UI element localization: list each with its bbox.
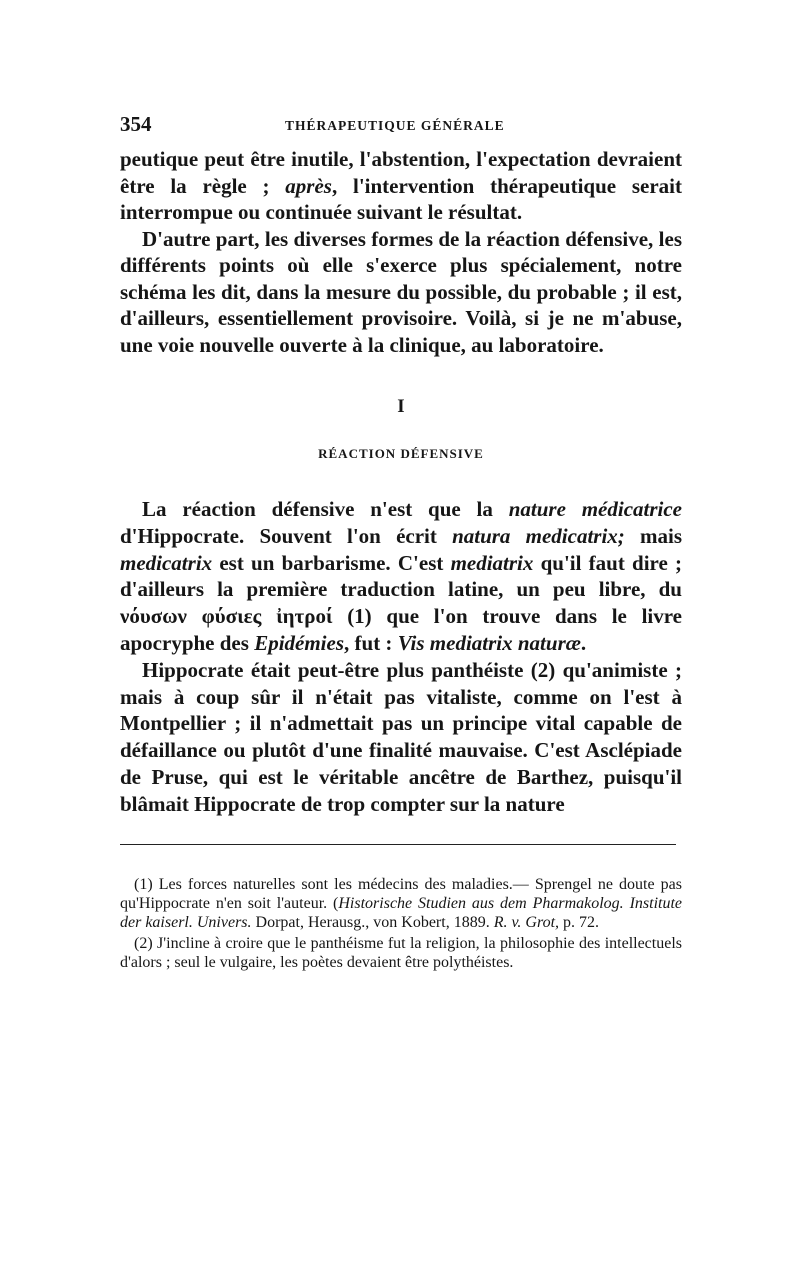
paragraph-1: peutique peut être inutile, l'abstention, l'expectation devraient être la règle ; après, l'intervention thérapeutique serait interrompue ou continuée suivant le résultat. (120, 147, 683, 224)
footnotes (120, 875, 682, 972)
footnote-1: (1) Les forces naturelles sont les médecins des maladies.— Sprengel ne doute pas qu'Hippocrate n'en soit l'auteur. (Historische Studien aus dem Pharmakolog. Institute der kaiserl. Univers. Dorpat, Herausg., von Kobert, 1889. R. v. Grot, p. 72. (120, 875, 683, 931)
section-title: RÉACTION DÉFENSIVE (318, 446, 484, 461)
paragraph-2: D'autre part, les diverses formes de la réaction défensive, les différents points où elle s'exerce plus spécialement, notre schéma les dit, dans la mesure du possible, du probable ; il est, d'ailleurs, essentiellement provisoire. Voilà, si je ne m'abuse, une voie nouvelle ouverte à la clinique, au laboratoire. (120, 226, 682, 357)
section-number: I (397, 396, 405, 417)
body-text-section (120, 496, 682, 818)
book-page (120, 112, 682, 972)
body-text-top (120, 146, 682, 358)
running-title: THÉRAPEUTIQUE GÉNÉRALE (285, 118, 505, 133)
paragraph-4: Hippocrate était peut-être plus panthéiste (2) qu'animiste ; mais à coup sûr il n'était pas vitaliste, comme on l'est à Montpellier ; il n'admettait pas un principe vital capable de défaillance ou plutôt d'une finalité mauvaise. C'est Asclépiade de Pruse, qui est le véritable ancêtre de Barthez, puisqu'il blâmait Hippocrate de trop compter sur la nature (120, 657, 682, 816)
page-number: 354 (120, 112, 152, 136)
running-head (120, 112, 682, 146)
footnote-divider (120, 844, 676, 845)
footnote-2: (2) J'incline à croire que le panthéisme fut la religion, la philosophie des intellectuels d'alors ; seul le vulgaire, les poètes devaient être polythéistes. (120, 934, 682, 971)
paragraph-3: La réaction défensive n'est que la nature médicatrice d'Hippocrate. Souvent l'on écrit natura medicatrix; mais medicatrix est un barbarisme. C'est mediatrix qu'il faut dire ; d'ailleurs la première traduction latine, un peu libre, du νόυσων φύσιες ἰητροί (1) que l'on trouve dans le livre apocryphe des Epidémies, fut : Vis mediatrix naturæ. (120, 497, 683, 655)
